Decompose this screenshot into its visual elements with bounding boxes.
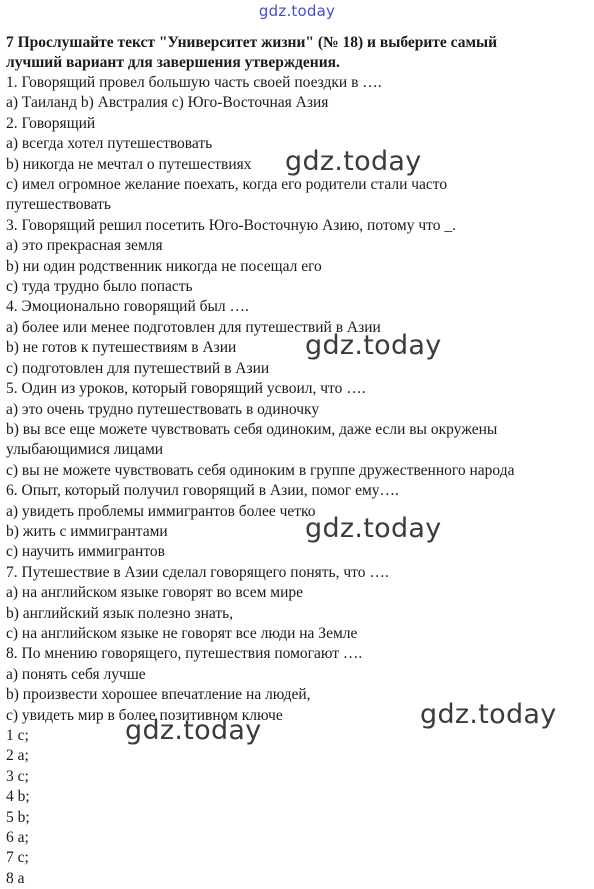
text-line: 3. Говорящий решил посетить Юго-Восточную Азию, потому что _. xyxy=(6,216,456,234)
exercise-lines xyxy=(6,73,590,889)
text-line: 3 c; xyxy=(6,767,29,785)
text-line: c) на английском языке не говорят все люди на Земле xyxy=(6,624,358,642)
text-line: b) не готов к путешествиям в Азии xyxy=(6,339,237,357)
text-line: 8. По мнению говорящего, путешествия помогают …. xyxy=(6,645,363,663)
text-line: a) на английском языке говорят во всем мире xyxy=(6,584,304,602)
watermark: gdz.today xyxy=(125,715,262,746)
text-line: b) никогда не мечтал о путешествиях xyxy=(6,155,252,173)
watermark: gdz.today xyxy=(420,699,557,730)
watermark: gdz.today xyxy=(305,330,442,361)
text-line: a) более или менее подготовлен для путешествий в Азии xyxy=(6,318,381,336)
watermark: gdz.today xyxy=(285,146,422,177)
text-line: c) увидеть мир в более позитивном ключе xyxy=(6,706,283,724)
text-line: путешествовать xyxy=(6,196,111,214)
watermark: gdz.today xyxy=(305,513,442,544)
text-line: a) Таиланд b) Австралия c) Юго-Восточная Азия xyxy=(6,94,329,112)
text-line: a) всегда хотел путешествовать xyxy=(6,135,213,153)
text-line: 5. Один из уроков, который говорящий усвоил, что …. xyxy=(6,380,366,398)
exercise-title-line-1: 7 Прослушайте текст "Университет жизни" (№ 18) и выберите самый xyxy=(6,34,498,51)
text-line: 1 c; xyxy=(6,727,29,744)
text-line: 7 c; xyxy=(6,849,29,867)
text-line: улыбающимися лицами xyxy=(6,441,164,459)
text-line: c) научить иммигрантов xyxy=(6,543,165,561)
text-line: 1. Говорящий провел большую часть своей поездки в …. xyxy=(6,74,382,91)
text-line: 8 a xyxy=(6,869,25,887)
text-line: 4. Эмоционально говорящий был …. xyxy=(6,298,249,316)
text-line: c) имел огромное желание поехать, когда его родители стали часто xyxy=(6,176,448,194)
text-line: 6. Опыт, который получил говорящий в Азии, помог ему…. xyxy=(6,482,399,500)
text-line: a) это прекрасная земля xyxy=(6,237,163,255)
text-line: b) вы все еще можете чувствовать себя одиноким, даже если вы окружены xyxy=(6,420,498,438)
exercise-title-line-2: лучший вариант для завершения утверждения. xyxy=(6,54,340,71)
text-line: a) это очень трудно путешествовать в одиночку xyxy=(6,400,320,418)
text-line: 2 a; xyxy=(6,747,29,765)
text-line: a) понять себя лучше xyxy=(6,665,146,683)
text-line: b) английский язык полезно знать, xyxy=(6,604,234,622)
text-line: 4 b; xyxy=(6,788,30,806)
text-line: 6 a; xyxy=(6,829,29,847)
text-line: b) ни один родственник никогда не посещал его xyxy=(6,257,322,275)
text-line: 5 b; xyxy=(6,808,30,826)
text-line: c) вы не можете чувствовать себя одиноким в группе дружественного народа xyxy=(6,461,515,479)
text-line: a) увидеть проблемы иммигрантов более четко xyxy=(6,502,316,520)
text-line: b) произвести хорошее впечатление на людей, xyxy=(6,686,311,704)
text-line: 2. Говорящий xyxy=(6,114,96,132)
text-line: b) жить с иммигрантами xyxy=(6,522,168,540)
top-watermark: gdz.today xyxy=(258,2,336,20)
text-line: c) подготовлен для путешествий в Азии xyxy=(6,359,270,377)
text-line: 7. Путешествие в Азии сделал говорящего понять, что …. xyxy=(6,563,389,581)
text-line: c) туда трудно было попасть xyxy=(6,278,193,296)
